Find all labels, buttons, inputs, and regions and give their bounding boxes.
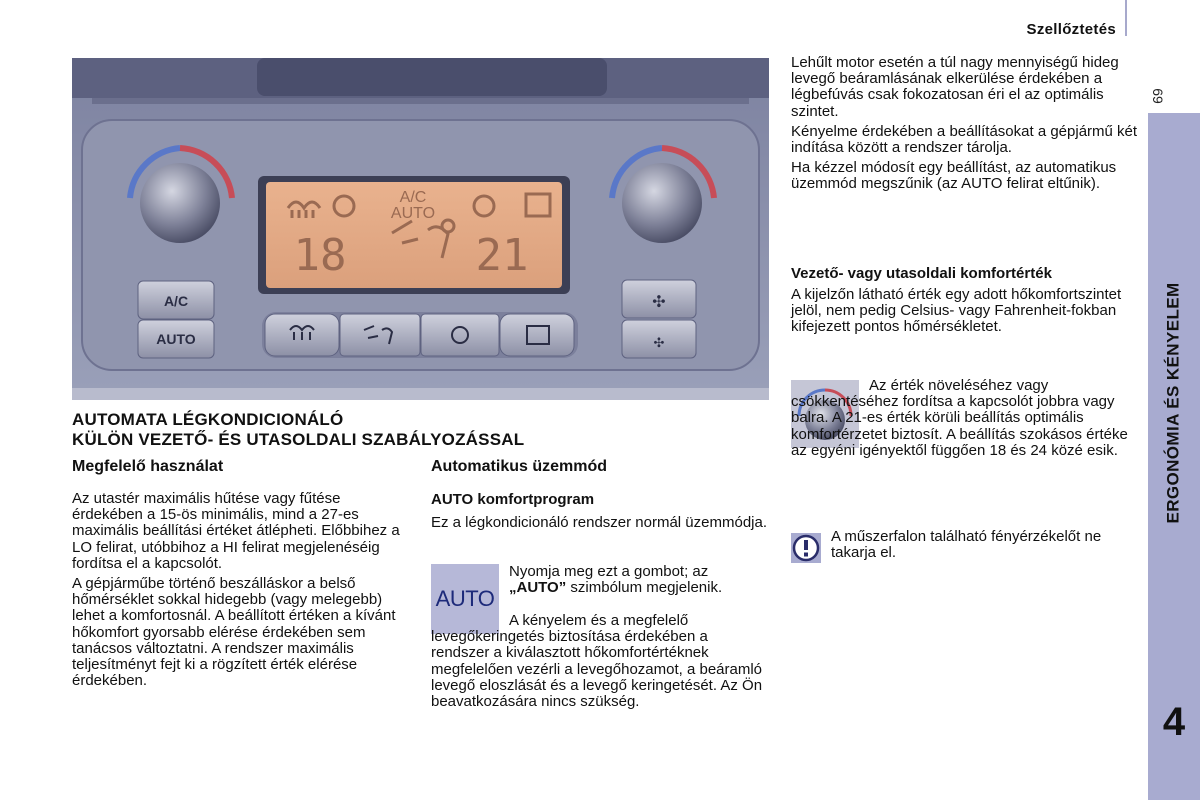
- lcd-auto-label: AUTO: [390, 205, 436, 222]
- col3-paragraph-1: Lehűlt motor esetén a túl nagy mennyiségű hideg levegő beáramlásának elkerülése érdekében a légbefúvás csak fokozatosan éri el az optimális szintet.: [791, 54, 1119, 120]
- section-title: Szellőztetés: [1026, 21, 1116, 38]
- col3-title: Vezető- vagy utasoldali komfortérték: [791, 265, 1052, 282]
- auto-button-label: AUTO: [156, 331, 196, 347]
- col3-paragraph-5: Az érték növeléséhez vagy csökkentéséhez fordítsa a kapcsolót jobbra vagy balra. A 21-es érték körüli beállítás optimális komfortérzetet biztosít. A beállítás szokásos értéke az egyéni igényektől függően 18 és 24 közé esik.: [791, 377, 1128, 459]
- col3-paragraph-2: Kényelme érdekében a beállításokat a gépjármű két indítása között a rendszer tárolja.: [791, 122, 1138, 157]
- svg-text:✣: ✣: [653, 336, 665, 351]
- col1-paragraph-2: A gépjárműbe történő beszálláskor a belső hőmérséklet sokkal hidegebb (vagy melegebb) lehet a komfortosnál. A beállított értéken a kívánt hőkomfort gyorsabb elérése érdekében sem tanácsos változtatni. A rendszer maximális teljesítményt fejt ki a rögzített érték elérése érdekében.: [72, 575, 396, 690]
- svg-text:✣: ✣: [652, 292, 666, 311]
- col1-paragraph-1: Az utastér maximális hűtése vagy fűtése érdekében a 15-ös minimális, mind a 27-es maximális beállítási értéket átlépheti. Előbbihez a LO felirat, utóbbihoz a HI felirat megjelenéséig fordítsa el a kapcsolót.: [72, 490, 400, 572]
- header-rule: [1125, 0, 1127, 36]
- chapter-number: 4: [1162, 700, 1186, 744]
- lcd-left-temp: 18: [293, 230, 347, 281]
- auto-button-icon: AUTO: [431, 564, 499, 634]
- col2-paragraph-2: Nyomja meg ezt a gombot; az „AUTO” szimbólum megjelenik.: [509, 563, 723, 597]
- col3-body: [791, 55, 1139, 197]
- col2-paragraph-1: Ez a légkondicionáló rendszer normál üzemmódja.: [431, 514, 768, 531]
- page-number: 69: [1149, 88, 1166, 104]
- col3-paragraph-3: Ha kézzel módosít egy beállítást, az automatikus üzemmód megszűnik (az AUTO felirat eltűnik).: [791, 159, 1117, 193]
- climate-panel-photo: [72, 58, 769, 400]
- ac-button-label: A/C: [163, 293, 189, 309]
- col2-subtitle: AUTO komfortprogram: [431, 491, 595, 508]
- warning-text: A műszerfalon található fényérzékelőt ne takarja el.: [831, 528, 1102, 562]
- chapter-label: ERGONÓMIA ÉS KÉNYELEM: [1164, 282, 1184, 524]
- lcd-ac-label: A/C: [399, 189, 427, 206]
- warning-icon: [791, 533, 821, 563]
- col1-title: Megfelelő használat: [72, 458, 224, 475]
- lcd-right-temp: 21: [475, 230, 529, 281]
- col2-paragraph-3: A kényelem és a megfelelő levegőkeringetés biztosítása érdekében a rendszer a kiválasztott hőkomfortértéknek megfelelően vezérli a levegőhozamot, a beáramló levegő eloszlását és a levegő keringetését. Az Ön beavatkozására nincs szükség.: [431, 612, 763, 711]
- col3-paragraph-4: A kijelzőn látható érték egy adott hőkomfortszintet jelöl, nem pedig Celsius- vagy Fahrenheit-fokban kifejezett pontos hőmérsékletet.: [791, 286, 1122, 336]
- col2-title: Automatikus üzemmód: [431, 458, 608, 475]
- main-heading: AUTOMATA LÉGKONDICIONÁLÓ KÜLÖN VEZETŐ- ÉS UTASOLDALI SZABÁLYOZÁSSAL: [72, 410, 525, 449]
- col1-body: [72, 491, 404, 693]
